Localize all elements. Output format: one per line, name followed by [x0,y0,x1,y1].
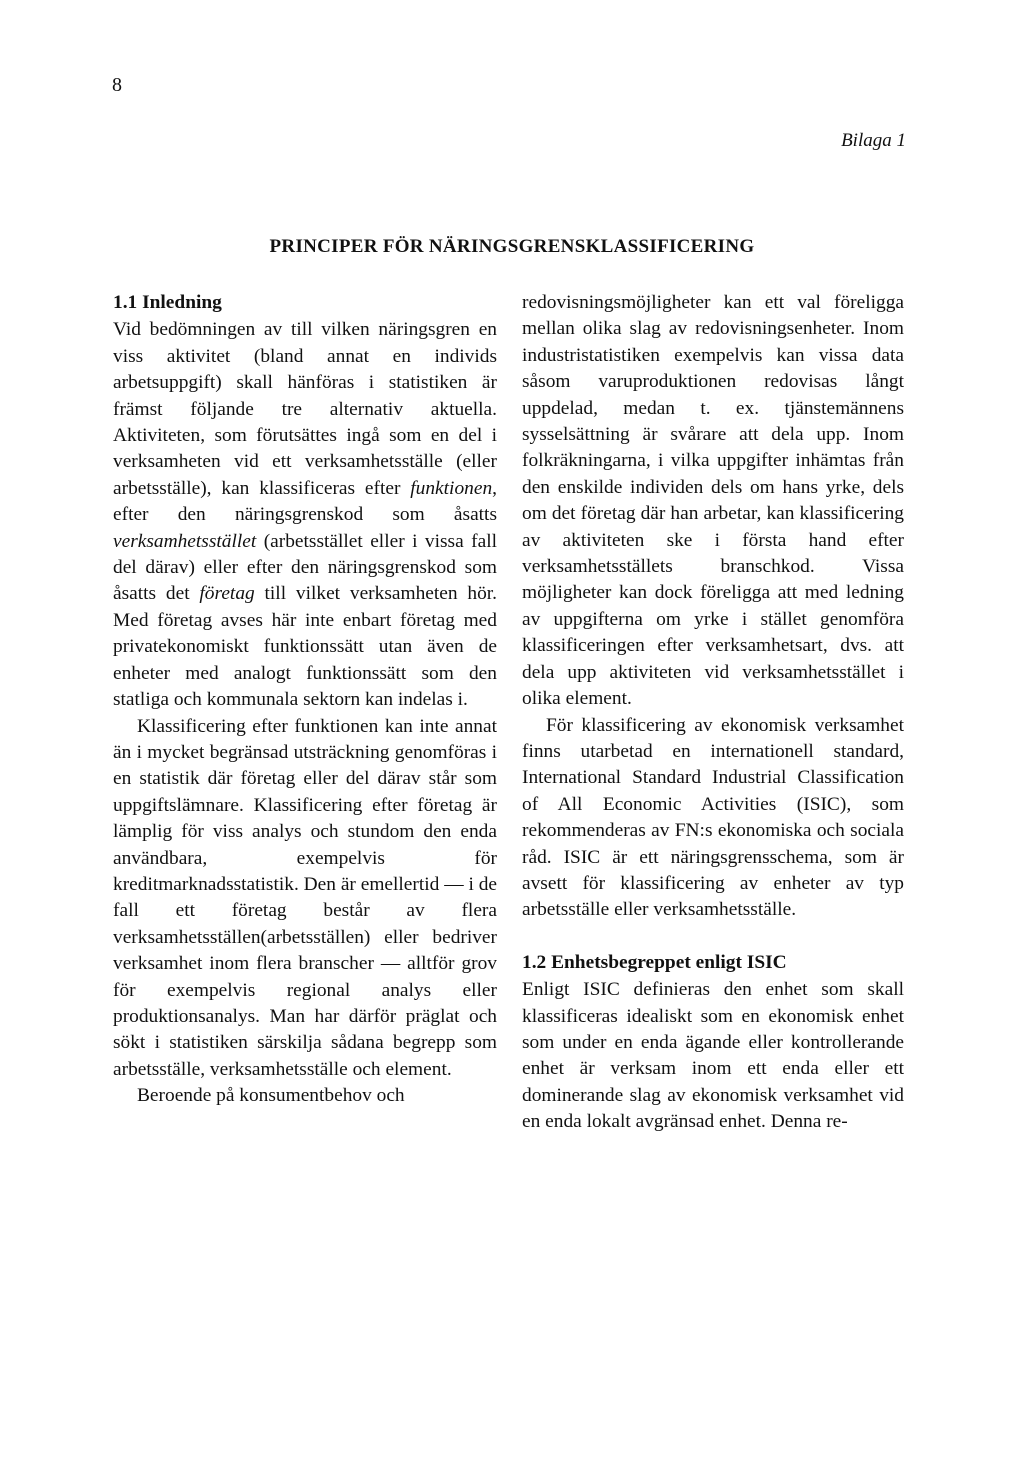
emphasis-verksamhetsstallet: verksamhetsstället [113,530,257,552]
running-header: Bilaga 1 [841,130,906,151]
page-title: PRINCIPER FÖR NÄRINGSGRENSKLASSIFICERING [269,236,755,257]
paragraph-redovisning: redovisningsmöjligheter kan ett val föreligga mellan olika slag av redovisningsenheter. Inom industristatistiken exempelvis kan vissa data såsom varuproduktionen redovisas långt uppdelad, medan t. ex. tjänstemännens sysselsättning är svårare att dela upp. Inom folkräkningarna, i vilka uppgifter inhämtas från den enskilde individen dels om hans yrke, dels om det företag där han arbetar, kan klassificering av aktiviteten ske i första hand efter verksamhetsställets branschkod. Vissa möjligheter kan dock föreligga att med ledning av uppgifterna om yrke i stället genomföra klassificeringen efter verksamhetsart, dvs. att dela upp aktiviteten vid verksamhetsstället i olika element. [522,292,904,710]
paragraph-text: till vilket verksamheten hör. Med företag avses här inte enbart företag med privatekonomiskt funktionssätt utan även de enheter med analogt funktionssätt som den statliga och kommunala sektorn kan indelas i. [113,583,498,711]
section-heading-1-1: 1.1 Inledning [113,292,222,313]
paragraph-intro [113,317,497,713]
paragraph-text: Vid bedömningen av till vilken näringsgren en viss aktivitet (bland annat en individs arbetsuppgift) skall hänföras i statistiken är främst följande tre alternativ aktuella. Aktiviteten, som förutsättes ingå som en del i verksamheten vid ett verksamhetsställe (eller arbetsställe), kan klassificeras efter [113,319,497,499]
right-column [522,290,904,1136]
emphasis-foretag: företag [199,583,255,605]
emphasis-funktionen: funktionen [410,477,493,499]
section-heading-1-2: 1.2 Enhetsbegreppet enligt ISIC [522,951,787,973]
page-number: 8 [112,74,122,96]
paragraph-klassificering: Klassificering efter funktionen kan inte annat än i mycket begränsad utsträckning genomföras i en statistik där företag eller del därav står som uppgiftslämnare. Klassificering efter företag är lämplig för viss analys och stundom den enda användbara, exempelvis för kreditmarknadsstatistik. Den är emellertid — i de fall ett företag består av flera verksamhetsställen(arbetsställen) eller bedriver verksamhet inom flera branscher — alltför grov för exempelvis regional analys eller produktionsanalys. Man har därför präglat och sökt i statistiken särskilja sådana begrepp som arbetsställe, verksamhetsställe och element. [113,715,497,1080]
paragraph-beroende: Beroende på konsumentbehov och [137,1085,405,1107]
paragraph-text: , efter den näringsgrenskod som åsatts [113,477,497,526]
left-column [113,290,497,1110]
paragraph-isic: För klassificering av ekonomisk verksamhet finns utarbetad en internationell standard, International Standard Industrial Classification of All Economic Activities (ISIC), som rekommenderas av FN:s ekonomiska och sociala råd. ISIC är ett näringsgrensschema, som är avsett för klassificering av enheter av typ arbetsställe eller verksamhetsställe. [522,714,904,921]
paragraph-text: (arbetsstället eller i vissa fall del därav) eller efter den näringsgrenskod som åsatts det [113,530,497,605]
paragraph-enhet: Enligt ISIC definieras den enhet som skall klassificeras idealiskt som en ekonomisk enhet som under en enda ägande eller kontrollerande enhet är verksam inom ett enda eller ett dominerande slag av ekonomisk verksamhet vid en enda lokalt avgränsad enhet. Denna re- [522,979,904,1133]
